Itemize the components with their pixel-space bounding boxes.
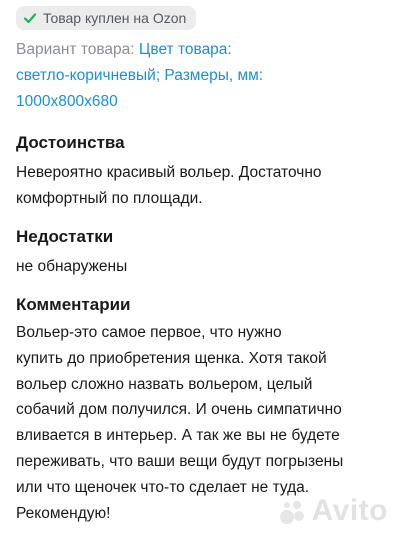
avito-logo-icon xyxy=(278,496,308,526)
avito-watermark xyxy=(278,494,388,528)
cons-line: не обнаружены xyxy=(16,258,128,275)
comments-title: Комментарии xyxy=(16,295,131,314)
purchase-badge xyxy=(16,6,196,30)
check-icon xyxy=(23,11,37,25)
variant-value-color-label[interactable]: Цвет товара: xyxy=(138,41,232,58)
comments-line: переживать, что ваши вещи будут погрызены xyxy=(16,452,344,470)
cons-title: Недостатки xyxy=(16,227,114,246)
variant-label: Вариант товара: xyxy=(16,41,135,58)
pros-line: комфортный по площади. xyxy=(16,189,203,207)
comments-line: или что щеночек что-то сделает не туда. xyxy=(16,478,310,496)
comments-line: вливается в интерьер. А так же вы не будете xyxy=(16,427,340,445)
pros-title: Достоинства xyxy=(16,133,125,152)
comments-line: собачий дом получился. И очень симпатично xyxy=(16,401,342,419)
pros-text xyxy=(16,160,388,212)
variant-value-size[interactable]: 1000x800x680 xyxy=(16,93,118,110)
purchase-badge-text: Товар куплен на Ozon xyxy=(43,10,187,26)
comments-line: купить до приобретения щенка. Хотя такой xyxy=(16,349,327,367)
variant-value-color[interactable]: светло-коричневый; Размеры, мм: xyxy=(16,67,264,84)
cons-text xyxy=(16,254,388,280)
watermark-text: Avito xyxy=(311,494,388,527)
comments-line: Вольер-это самое первое, что нужно xyxy=(16,324,282,341)
pros-line: Невероятно красивый вольер. Достаточно xyxy=(16,164,322,181)
comments-line: вольер сложно назвать вольером, целый xyxy=(16,375,313,393)
product-variant xyxy=(16,37,386,115)
comments-line: Рекомендую! xyxy=(16,504,111,522)
